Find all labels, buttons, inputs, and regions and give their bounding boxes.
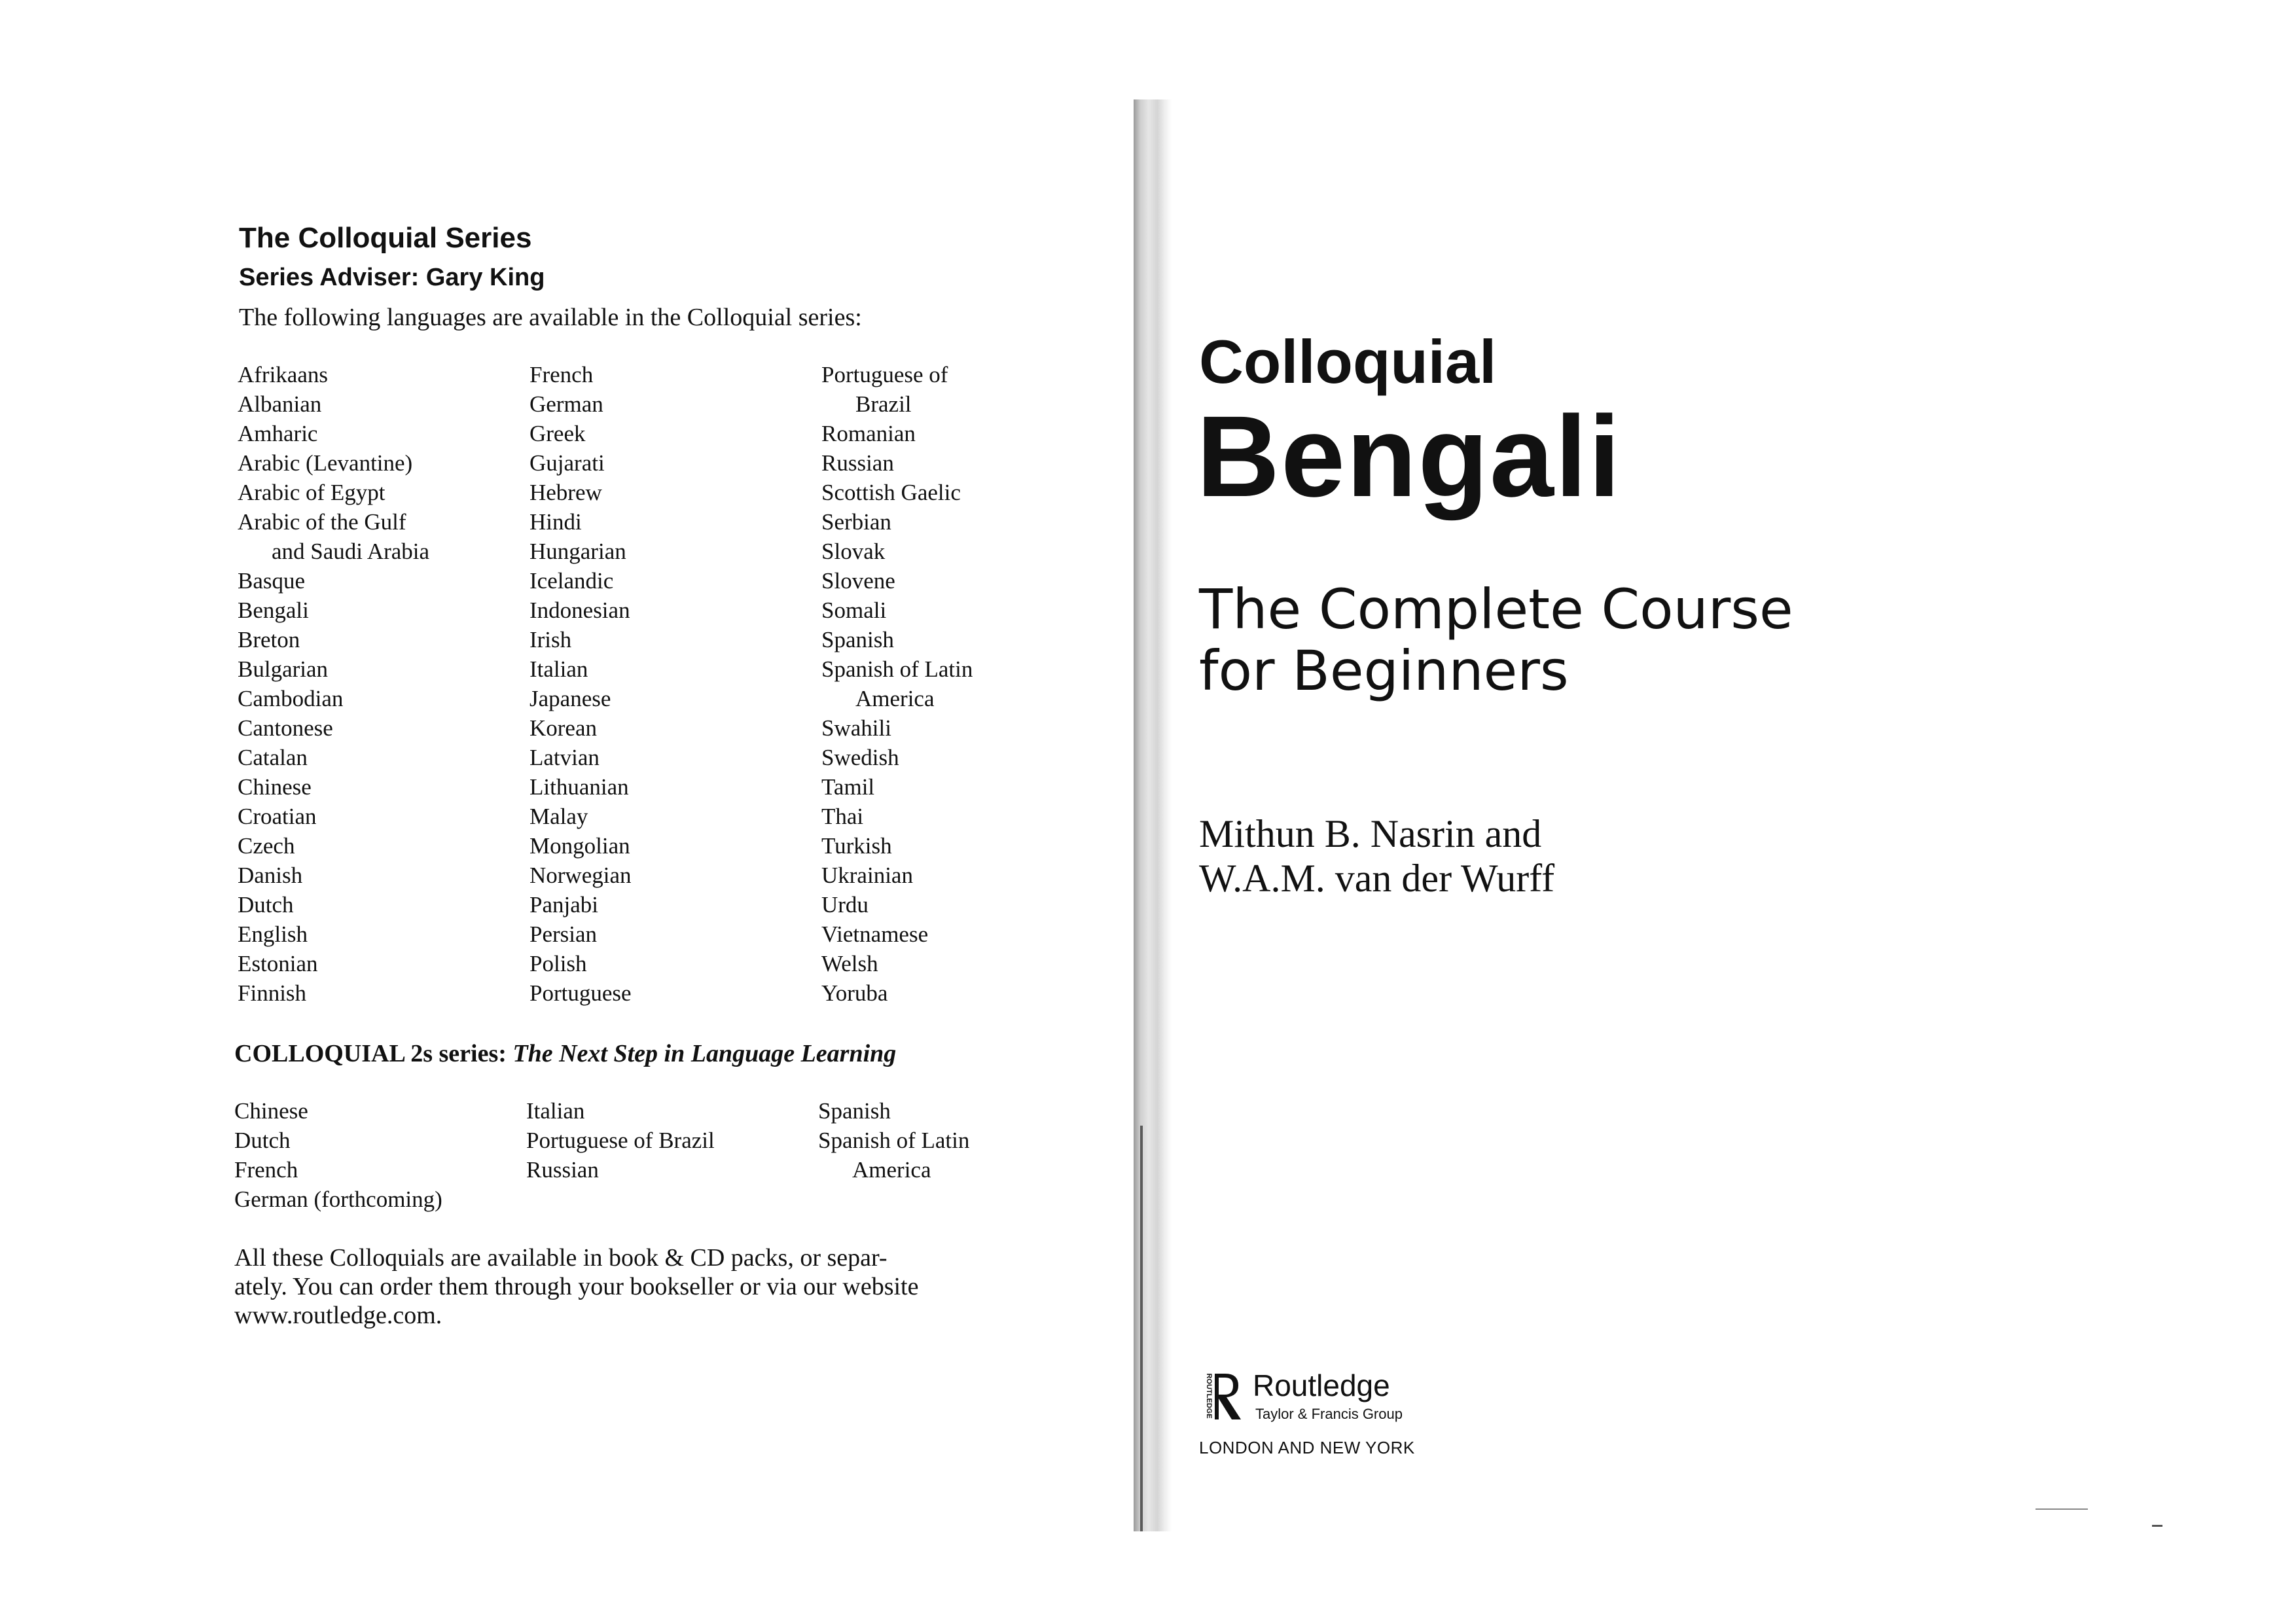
language-item: Hindi bbox=[529, 509, 582, 535]
language-item: Lithuanian bbox=[529, 774, 629, 800]
publisher-group: Taylor & Francis Group bbox=[1255, 1406, 1403, 1422]
language-item: Mongolian bbox=[529, 833, 630, 859]
series2-item: Dutch bbox=[234, 1128, 291, 1153]
author-line: W.A.M. van der Wurff bbox=[1199, 857, 1555, 900]
gutter-shadow-edge bbox=[1140, 1126, 1143, 1531]
language-item: Romanian bbox=[821, 421, 916, 446]
language-item: Arabic of Egypt bbox=[238, 480, 386, 505]
language-item-continued: and Saudi Arabia bbox=[272, 539, 430, 564]
publisher-city: LONDON AND NEW YORK bbox=[1199, 1438, 1415, 1457]
title-bengali: Bengali bbox=[1196, 393, 1622, 521]
language-item: Finnish bbox=[238, 980, 307, 1006]
language-item: Cantonese bbox=[238, 715, 333, 741]
language-item: Arabic (Levantine) bbox=[238, 450, 413, 476]
language-item: Albanian bbox=[238, 391, 322, 417]
language-item: Japanese bbox=[529, 686, 611, 711]
language-item: Estonian bbox=[238, 951, 318, 976]
language-item: Norwegian bbox=[529, 863, 632, 888]
language-item: Basque bbox=[238, 568, 306, 594]
subtitle bbox=[1199, 579, 1793, 702]
language-item: Portuguese of bbox=[821, 362, 948, 387]
series2-list-column-3 bbox=[818, 1096, 969, 1185]
availability-note-line: ately. You can order them through your bookseller or via our website bbox=[234, 1273, 919, 1300]
series2-list-column-2 bbox=[526, 1096, 715, 1185]
language-item: Catalan bbox=[238, 745, 308, 770]
series2-item-continued: America bbox=[852, 1157, 931, 1183]
series2-item: Russian bbox=[526, 1157, 599, 1183]
author-line: Mithun B. Nasrin and bbox=[1199, 812, 1542, 855]
language-item: Croatian bbox=[238, 804, 317, 829]
language-item: Yoruba bbox=[821, 980, 888, 1006]
language-item: Scottish Gaelic bbox=[821, 480, 961, 505]
title-colloquial: Colloquial bbox=[1199, 327, 1497, 396]
language-item: Spanish bbox=[821, 627, 894, 652]
language-list-column-1 bbox=[238, 360, 429, 1008]
language-item: Vietnamese bbox=[821, 921, 929, 947]
svg-text:ROUTLEDGE: ROUTLEDGE bbox=[1205, 1373, 1213, 1419]
series-intro: The following languages are available in the Colloquial series: bbox=[239, 304, 862, 331]
series2-item: German (forthcoming) bbox=[234, 1186, 442, 1212]
language-item: Korean bbox=[529, 715, 598, 741]
language-item: Hungarian bbox=[529, 539, 626, 564]
language-item: Tamil bbox=[821, 774, 875, 800]
language-item: Thai bbox=[821, 804, 864, 829]
book-gutter bbox=[1134, 99, 1172, 1531]
availability-note-line: All these Colloquials are available in book & CD packs, or separ- bbox=[234, 1244, 888, 1272]
series2-item: Spanish of Latin bbox=[818, 1128, 970, 1153]
language-item: Chinese bbox=[238, 774, 312, 800]
language-item: Urdu bbox=[821, 892, 869, 918]
language-item-continued: Brazil bbox=[855, 391, 912, 417]
language-item: Persian bbox=[529, 921, 598, 947]
language-item: Greek bbox=[529, 421, 586, 446]
publisher-name: Routledge bbox=[1253, 1368, 1390, 1402]
language-item: Slovene bbox=[821, 568, 895, 594]
language-item: English bbox=[238, 921, 308, 947]
language-item: Russian bbox=[821, 450, 894, 476]
language-item: Serbian bbox=[821, 509, 891, 535]
scan-artifact-line bbox=[2152, 1525, 2162, 1527]
series2-item: Portuguese of Brazil bbox=[526, 1128, 715, 1153]
language-item: Slovak bbox=[821, 539, 886, 564]
subtitle-line: The Complete Course bbox=[1199, 577, 1793, 641]
language-item: Irish bbox=[529, 627, 572, 652]
language-item: Panjabi bbox=[529, 892, 598, 918]
language-item: Amharic bbox=[238, 421, 318, 446]
language-item: Swedish bbox=[821, 745, 899, 770]
language-item: Gujarati bbox=[529, 450, 605, 476]
language-item: Dutch bbox=[238, 892, 294, 918]
language-item: Cambodian bbox=[238, 686, 344, 711]
language-item: Malay bbox=[529, 804, 588, 829]
scan-artifact-line bbox=[2036, 1508, 2088, 1510]
language-item: Latvian bbox=[529, 745, 600, 770]
series2-heading-subtitle: The Next Step in Language Learning bbox=[512, 1040, 897, 1067]
language-item: Turkish bbox=[821, 833, 892, 859]
authors bbox=[1199, 812, 1554, 901]
language-item: Portuguese bbox=[529, 980, 632, 1006]
language-item: Ukrainian bbox=[821, 863, 913, 888]
language-item: Icelandic bbox=[529, 568, 614, 594]
series2-item: French bbox=[234, 1157, 298, 1183]
series-title: The Colloquial Series bbox=[239, 222, 532, 254]
language-item: Afrikaans bbox=[238, 362, 329, 387]
language-item: Czech bbox=[238, 833, 295, 859]
series2-heading bbox=[234, 1037, 896, 1070]
language-item: French bbox=[529, 362, 594, 387]
language-item: Somali bbox=[821, 597, 887, 623]
language-list-column-2 bbox=[529, 360, 632, 1008]
series2-heading-main: COLLOQUIAL 2s series: bbox=[234, 1040, 513, 1067]
language-item: Hebrew bbox=[529, 480, 602, 505]
language-item: Bengali bbox=[238, 597, 309, 623]
series-adviser: Series Adviser: Gary King bbox=[239, 264, 545, 291]
language-item: Danish bbox=[238, 863, 303, 888]
series2-item: Chinese bbox=[234, 1098, 308, 1124]
language-item: Spanish of Latin bbox=[821, 656, 973, 682]
series2-item: Italian bbox=[526, 1098, 585, 1124]
language-list-column-3 bbox=[821, 360, 973, 1008]
language-item: Swahili bbox=[821, 715, 891, 741]
language-item: Italian bbox=[529, 656, 588, 682]
language-item: Polish bbox=[529, 951, 587, 976]
availability-note bbox=[234, 1243, 1085, 1330]
series2-list-column-1 bbox=[234, 1096, 442, 1214]
language-item: Bulgarian bbox=[238, 656, 329, 682]
language-item: Indonesian bbox=[529, 597, 630, 623]
routledge-logo-icon bbox=[1198, 1370, 1244, 1422]
series2-item: Spanish bbox=[818, 1098, 891, 1124]
language-item: Breton bbox=[238, 627, 300, 652]
language-item: Welsh bbox=[821, 951, 878, 976]
subtitle-line: for Beginners bbox=[1199, 639, 1569, 703]
language-item-continued: America bbox=[855, 686, 935, 711]
language-item: German bbox=[529, 391, 603, 417]
language-item: Arabic of the Gulf bbox=[238, 509, 406, 535]
availability-note-line: www.routledge.com. bbox=[234, 1302, 442, 1329]
